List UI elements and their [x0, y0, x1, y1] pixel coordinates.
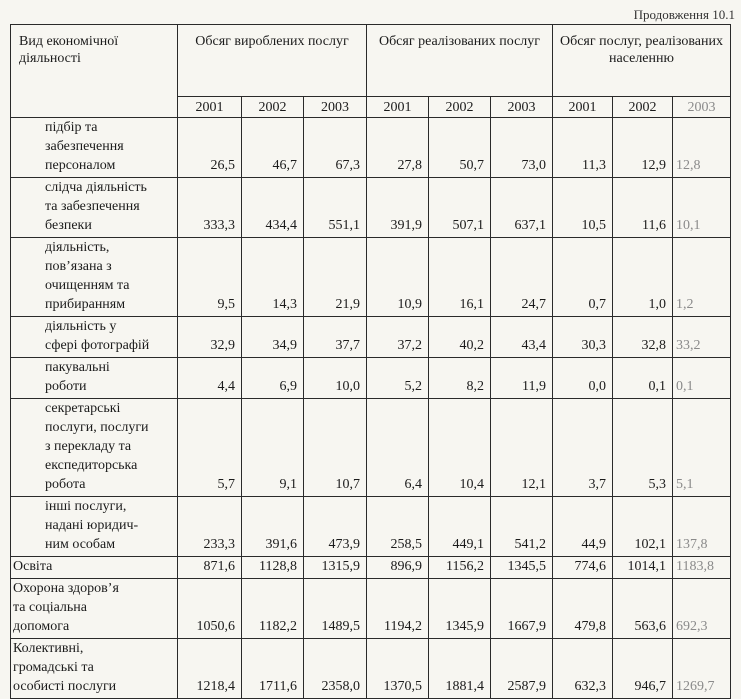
- table-cell: 10,7: [304, 399, 367, 497]
- row-label: пакувальні роботи: [11, 358, 178, 399]
- table-cell: 5,1: [673, 399, 731, 497]
- table-row: [11, 497, 731, 557]
- table-cell: 67,3: [304, 118, 367, 178]
- row-label: діяльність у сфері фотографій: [11, 317, 178, 358]
- table-cell: 1489,5: [304, 579, 367, 639]
- table-cell: 434,4: [242, 178, 304, 238]
- table-cell: 12,1: [491, 399, 553, 497]
- table-row: [11, 557, 731, 579]
- table-cell: 473,9: [304, 497, 367, 557]
- table-cell: 11,9: [491, 358, 553, 399]
- table-cell: 10,1: [673, 178, 731, 238]
- table-cell: 258,5: [367, 497, 429, 557]
- table-cell: 1315,9: [304, 557, 367, 579]
- table-cell: 33,2: [673, 317, 731, 358]
- table-cell: 1183,8: [673, 557, 731, 579]
- table-cell: 9,1: [242, 399, 304, 497]
- table-cell: 479,8: [553, 579, 613, 639]
- table-cell: 12,8: [673, 118, 731, 178]
- year-header: 2001: [367, 97, 429, 118]
- table-cell: 6,4: [367, 399, 429, 497]
- table-cell: 43,4: [491, 317, 553, 358]
- table-cell: 50,7: [429, 118, 491, 178]
- table-cell: 10,0: [304, 358, 367, 399]
- table-cell: 34,9: [242, 317, 304, 358]
- table-cell: 774,6: [553, 557, 613, 579]
- table-row: [11, 358, 731, 399]
- table-cell: 44,9: [553, 497, 613, 557]
- table-cell: 0,1: [613, 358, 673, 399]
- table-cell: 0,1: [673, 358, 731, 399]
- table-cell: 1345,5: [491, 557, 553, 579]
- table-cell: 1014,1: [613, 557, 673, 579]
- table-cell: 0,0: [553, 358, 613, 399]
- table-cell: 1667,9: [491, 579, 553, 639]
- year-header: 2003: [304, 97, 367, 118]
- table-cell: 632,3: [553, 639, 613, 699]
- header-activity: Вид економічної діяльності: [11, 25, 178, 118]
- row-label: інші послуги, надані юридич- ним особам: [11, 497, 178, 557]
- table-cell: 3,7: [553, 399, 613, 497]
- table-cell: 391,9: [367, 178, 429, 238]
- table-cell: 11,3: [553, 118, 613, 178]
- row-label: підбір та забезпечення персоналом: [11, 118, 178, 178]
- table-cell: 1128,8: [242, 557, 304, 579]
- table-cell: 26,5: [178, 118, 242, 178]
- table-cell: 2587,9: [491, 639, 553, 699]
- year-header: 2003: [673, 97, 731, 118]
- table-row: [11, 639, 731, 699]
- table-cell: 16,1: [429, 238, 491, 317]
- table-row: [11, 317, 731, 358]
- year-header: 2001: [553, 97, 613, 118]
- table-cell: 507,1: [429, 178, 491, 238]
- table-cell: 1370,5: [367, 639, 429, 699]
- row-label: Охорона здоров’я та соціальна допомога: [11, 579, 178, 639]
- header-group-produced: Обсяг вироблених послуг: [178, 25, 367, 97]
- table-cell: 1711,6: [242, 639, 304, 699]
- table-cell: 1881,4: [429, 639, 491, 699]
- year-header: 2002: [242, 97, 304, 118]
- table-cell: 5,2: [367, 358, 429, 399]
- table-cell: 14,3: [242, 238, 304, 317]
- table-cell: 1182,2: [242, 579, 304, 639]
- table-row: [11, 579, 731, 639]
- table-cell: 449,1: [429, 497, 491, 557]
- table-cell: 1,2: [673, 238, 731, 317]
- table-cell: 10,4: [429, 399, 491, 497]
- table-row: [11, 399, 731, 497]
- table-cell: 11,6: [613, 178, 673, 238]
- table-cell: 563,6: [613, 579, 673, 639]
- table-cell: 551,1: [304, 178, 367, 238]
- table-cell: 896,9: [367, 557, 429, 579]
- header-group-population: Обсяг послуг, реалізованих населенню: [553, 25, 731, 97]
- statistics-table: [10, 24, 731, 699]
- table-cell: 27,8: [367, 118, 429, 178]
- table-cell: 1345,9: [429, 579, 491, 639]
- table-cell: 6,9: [242, 358, 304, 399]
- table-row: [11, 178, 731, 238]
- year-header: 2003: [491, 97, 553, 118]
- table-cell: 946,7: [613, 639, 673, 699]
- table-cell: 73,0: [491, 118, 553, 178]
- table-cell: 541,2: [491, 497, 553, 557]
- table-cell: 1050,6: [178, 579, 242, 639]
- row-label: слідча діяльність та забезпечення безпеки: [11, 178, 178, 238]
- row-label: діяльність, пов’язана з очищенням та прибиранням: [11, 238, 178, 317]
- table-cell: 333,3: [178, 178, 242, 238]
- table-cell: 21,9: [304, 238, 367, 317]
- table-cell: 1269,7: [673, 639, 731, 699]
- table-cell: 37,7: [304, 317, 367, 358]
- table-cell: 24,7: [491, 238, 553, 317]
- table-cell: 40,2: [429, 317, 491, 358]
- table-cell: 8,2: [429, 358, 491, 399]
- table-cell: 5,7: [178, 399, 242, 497]
- year-header: 2002: [429, 97, 491, 118]
- table-cell: 9,5: [178, 238, 242, 317]
- row-label: Колективні, громадські та особисті послуги: [11, 639, 178, 699]
- table-cell: 5,3: [613, 399, 673, 497]
- table-cell: 137,8: [673, 497, 731, 557]
- table-cell: 46,7: [242, 118, 304, 178]
- row-label: Освіта: [11, 557, 178, 579]
- table-cell: 637,1: [491, 178, 553, 238]
- table-body: [11, 118, 731, 699]
- table-cell: 10,5: [553, 178, 613, 238]
- year-header: 2002: [613, 97, 673, 118]
- table-cell: 2358,0: [304, 639, 367, 699]
- table-cell: 233,3: [178, 497, 242, 557]
- table-cell: 32,9: [178, 317, 242, 358]
- table-cell: 0,7: [553, 238, 613, 317]
- year-header: 2001: [178, 97, 242, 118]
- table-cell: 1218,4: [178, 639, 242, 699]
- table-cell: 102,1: [613, 497, 673, 557]
- table-cell: 871,6: [178, 557, 242, 579]
- table-cell: 32,8: [613, 317, 673, 358]
- table-cell: 10,9: [367, 238, 429, 317]
- header-group-sold: Обсяг реалізованих послуг: [367, 25, 553, 97]
- table-row: [11, 238, 731, 317]
- table-cell: 12,9: [613, 118, 673, 178]
- table-cell: 4,4: [178, 358, 242, 399]
- table-cell: 37,2: [367, 317, 429, 358]
- table-cell: 692,3: [673, 579, 731, 639]
- table-cell: 1194,2: [367, 579, 429, 639]
- row-label: секретарські послуги, послуги з перекладу та експедиторська робота: [11, 399, 178, 497]
- table-cell: 1156,2: [429, 557, 491, 579]
- table-cell: 1,0: [613, 238, 673, 317]
- table-row: [11, 118, 731, 178]
- table-cell: 30,3: [553, 317, 613, 358]
- table-cell: 391,6: [242, 497, 304, 557]
- continuation-label: Продовження 10.1: [633, 7, 735, 22]
